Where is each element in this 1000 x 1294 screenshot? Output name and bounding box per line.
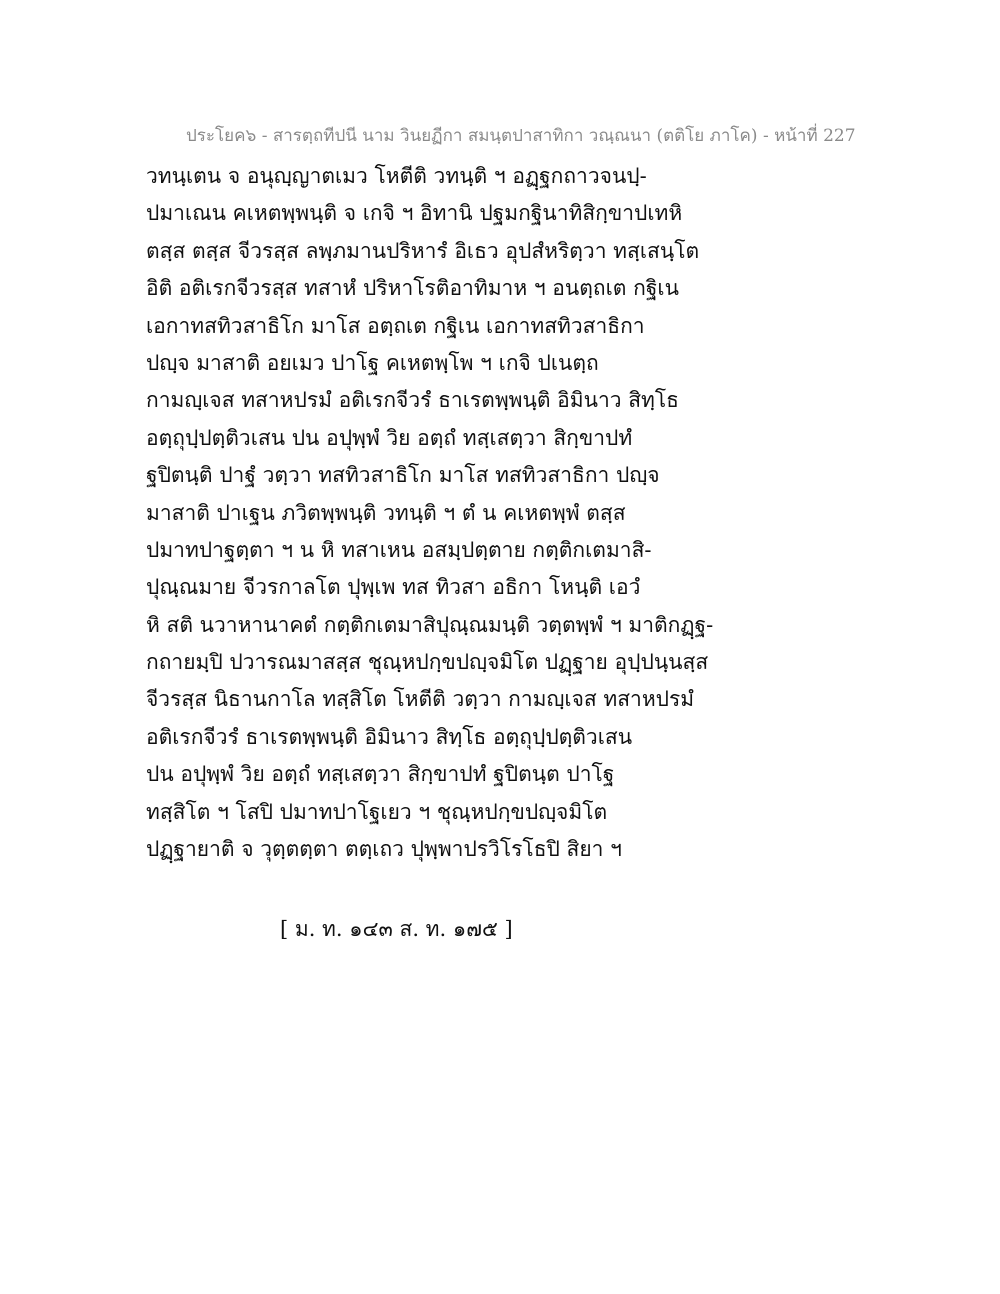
text-line: อติเรกจีวรํ ธาเรตพฺพนฺติ อิมินาว สิทฺโธ อตฺถุปฺปตฺติวเสน <box>146 724 633 749</box>
text-line: มาสาติ ปาเฐน ภวิตพฺพนฺติ วทนฺติ ฯ ตํ น คเหตพฺพํ ตสฺส <box>146 500 626 525</box>
text-line: ปน อปุพฺพํ วิย อตฺถํ ทสฺเสตฺวา สิกฺขาปทํ ฐปิตนฺต ปาโฐ <box>146 762 615 787</box>
text-line: ฐปิตนฺติ ปาฐํ วตฺวา ทสทิวสาธิโก มาโส ทสทิวสาธิกา ปญฺจ <box>146 463 660 488</box>
text-line: ปฏฺฐายาติ จ วุตฺตตฺตา ตตฺเถว ปุพฺพาปรวิโรโธปิ สิยา ฯ <box>146 837 622 862</box>
text-line: ตสฺส ตสฺส จีวรสฺส ลพฺภมานปริหารํ อิเธว อุปสํหริตฺวา ทสฺเสนฺโต <box>146 238 700 263</box>
reference-citation: [ ม. ท. ๑๔๓ ส. ท. ๑๗๕ ] <box>280 917 513 941</box>
text-line: หิ สติ นวาหานาคตํ กตฺติกเตมาสิปุณฺณมนฺติ วตฺตพฺพํ ฯ มาติกฏฺฐ- <box>146 612 714 637</box>
text-line: อตฺถุปฺปตฺติวเสน ปน อปุพฺพํ วิย อตฺถํ ทสฺเสตฺวา สิกฺขาปทํ <box>146 425 633 450</box>
text-line: ปมาเณน คเหตพฺพนฺติ จ เกจิ ฯ อิทานิ ปฐมกฐินาทิสิกฺขาปเทหิ <box>146 201 683 226</box>
text-line: จีวรสฺส นิธานกาโล ทสฺสิโต โหตีติ วตฺวา กามญฺเจส ทสาหปรมํ <box>146 687 695 712</box>
text-line: อิติ อติเรกจีวรสฺส ทสาหํ ปริหาโรติอาทิมาห ฯ อนตฺถเต กฐิเน <box>146 276 679 301</box>
text-line: วทนฺเตน จ อนุญฺญาตเมว โหตีติ วทนฺติ ฯ อฏฺฐกถาวจนปฺ- <box>146 164 647 188</box>
text-line: ปุณฺณมาย จีวรกาลโต ปุพฺเพ ทส ทิวสา อธิกา โหนฺติ เอวํ <box>146 575 641 600</box>
text-line: กามญฺเจส ทสาหปรมํ อติเรกจีวรํ ธาเรตพฺพนฺติ อิมินาว สิทฺโธ <box>146 388 679 413</box>
body-text <box>146 158 846 868</box>
text-line: ปมาทปาฐตฺตา ฯ น หิ ทสาเหน อสมฺปตฺตาย กตฺติกเตมาสิ- <box>146 537 652 562</box>
text-line: กถายมฺปิ ปวารณมาสสฺส ชุณฺหปกฺขปญฺจมิโต ปฏฺฐาย อุปฺปนฺนสฺส <box>146 650 709 675</box>
text-line: ปญฺจ มาสาติ อยเมว ปาโฐ คเหตพฺโพ ฯ เกจิ ปเนตฺถ <box>146 350 599 375</box>
text-line: ทสฺสิโต ฯ โสปิ ปมาทปาโฐเยว ฯ ชุณฺหปกฺขปญฺจมิโต <box>146 799 608 824</box>
text-line: เอกาทสทิวสาธิโก มาโส อตฺถเต กฐิเน เอกาทสทิวสาธิกา <box>146 313 645 338</box>
page-header: ประโยค๖ - สารตฺถทีปนี นาม วินยฏีกา สมนฺตปาสาทิกา วณฺณนา (ตติโย ภาโค) - หน้าที่ 227 <box>186 126 856 146</box>
